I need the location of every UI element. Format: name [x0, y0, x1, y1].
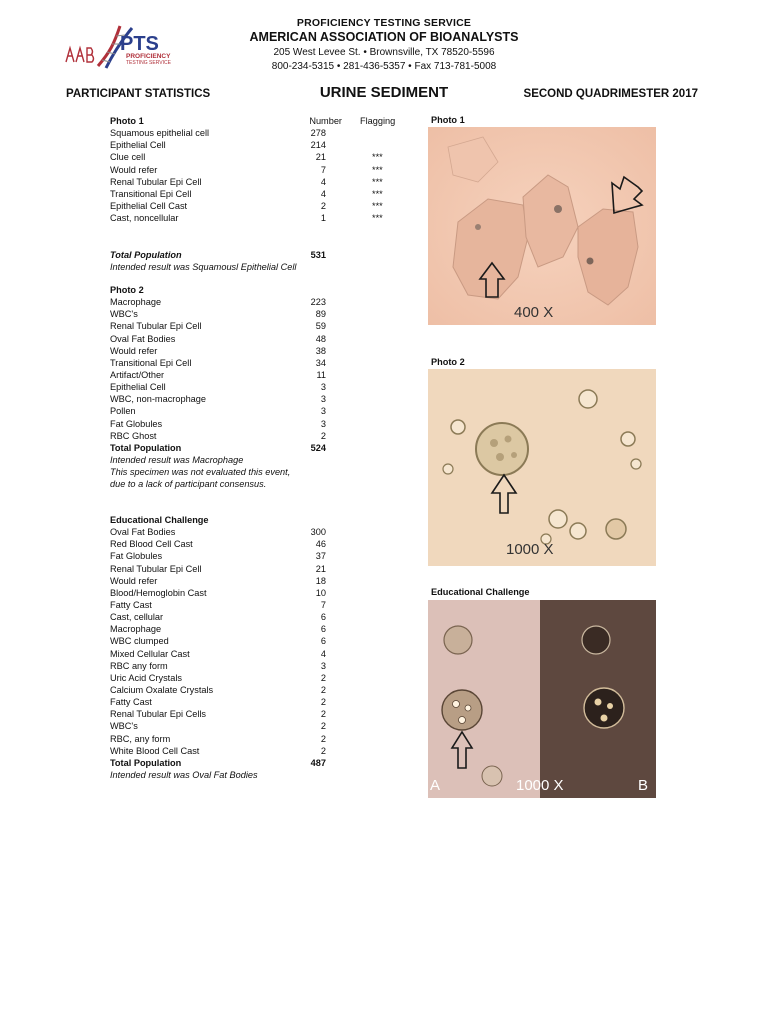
- table-row: [110, 733, 400, 745]
- row-number: 4: [320, 188, 326, 199]
- row-label: Epithelial Cell: [110, 382, 166, 393]
- table-row: [110, 308, 400, 320]
- organization-name: AMERICAN ASSOCIATION OF BIOANALYSTS: [249, 30, 519, 44]
- row-number: 7: [320, 164, 326, 175]
- row-label: WBC's: [110, 309, 138, 320]
- photo1-table: [110, 115, 400, 273]
- logo-sub-text-2: TESTING SERVICE: [126, 60, 171, 66]
- table-row: [110, 575, 400, 587]
- table-row: [110, 369, 400, 381]
- table-row: [110, 296, 400, 308]
- edu-magnification: 1000 X: [516, 777, 564, 794]
- cell-nucleus: [554, 205, 562, 213]
- photo2-rows: [110, 296, 400, 442]
- total-value: 524: [310, 442, 326, 453]
- oval-fat-body: [442, 690, 482, 730]
- row-label: Calcium Oxalate Crystals: [110, 684, 214, 695]
- panel-a-label: A: [430, 777, 441, 794]
- flagging-column-header: Flagging: [360, 116, 396, 126]
- table-row: [110, 381, 400, 393]
- row-label: White Blood Cell Cast: [110, 745, 200, 756]
- table-row: [110, 418, 400, 430]
- table-row: [110, 648, 400, 660]
- row-label: Macrophage: [110, 297, 162, 308]
- photo2-table: [110, 284, 400, 490]
- row-label: RBC, any form: [110, 733, 171, 744]
- row-label: Squamous epithelial cell: [110, 128, 210, 139]
- row-number: 223: [310, 297, 326, 308]
- row-number: 2: [320, 733, 326, 744]
- table-row: [110, 393, 400, 405]
- row-number: 38: [315, 345, 326, 356]
- table-row: [110, 139, 400, 151]
- row-number: 2: [320, 721, 326, 732]
- edu-micrograph: [428, 600, 656, 798]
- photo2-magnification: 1000 X: [506, 541, 554, 558]
- phone-line: 800-234-5315 • 281-436-5357 • Fax 713-781-5008: [271, 61, 497, 72]
- row-label: Fatty Cast: [110, 599, 152, 610]
- row-number: 3: [320, 406, 326, 417]
- row-number: 37: [315, 551, 326, 562]
- row-number: 2: [320, 672, 326, 683]
- row-number: 11: [316, 369, 326, 380]
- table-row: [110, 563, 400, 575]
- row-label: Transitional Epi Cell: [110, 188, 192, 199]
- row-label: Fat Globules: [110, 551, 163, 562]
- total-label: Total Population: [110, 757, 182, 768]
- row-number: 214: [310, 140, 326, 151]
- table-row: [110, 188, 400, 200]
- oval-fat-body-polarized: [584, 688, 624, 728]
- row-label: Cast, cellular: [110, 612, 164, 623]
- row-flag: ***: [372, 164, 383, 175]
- table-row: [110, 672, 400, 684]
- row-number: 48: [315, 333, 326, 344]
- quadrimester-heading: SECOND QUADRIMESTER 2017: [523, 88, 698, 100]
- table-row: [110, 526, 400, 538]
- row-label: Would refer: [110, 575, 158, 586]
- table-row: [110, 538, 400, 550]
- row-number: 2: [320, 430, 326, 441]
- table-row: [110, 684, 400, 696]
- photo2-note-2: This specimen was not evaluated this event,: [110, 467, 291, 478]
- photo2-total-row: [110, 442, 400, 454]
- row-label: Fat Globules: [110, 418, 163, 429]
- edu-total-row: [110, 757, 400, 769]
- row-flag: ***: [372, 176, 383, 187]
- table-row: [110, 745, 400, 757]
- table-row: [110, 345, 400, 357]
- row-label: Blood/Hemoglobin Cast: [110, 587, 207, 598]
- row-label: Would refer: [110, 345, 158, 356]
- table-row: [110, 333, 400, 345]
- row-number: 89: [315, 309, 326, 320]
- photo2-caption: Photo 2: [431, 357, 465, 367]
- edu-caption: Educational Challenge: [431, 587, 530, 597]
- table-row: [110, 164, 400, 176]
- row-number: 21: [315, 563, 326, 574]
- total-value: 531: [310, 249, 326, 260]
- photo1-caption: Photo 1: [431, 115, 465, 125]
- photo1-rows: [110, 127, 400, 224]
- row-label: WBC, non-macrophage: [110, 394, 207, 405]
- total-label: Total Population: [110, 442, 182, 453]
- panel-b-label: B: [638, 777, 649, 794]
- total-label: Total Population: [110, 249, 182, 260]
- photo1-total-row: [110, 249, 400, 261]
- photo1-header-row: [110, 115, 400, 127]
- row-number: 1: [320, 213, 326, 224]
- row-number: 2: [320, 745, 326, 756]
- photo2-label: Photo 2: [110, 285, 144, 295]
- logo-sub-text: PROFICIENCY: [126, 53, 171, 60]
- page-title: URINE SEDIMENT: [319, 84, 449, 101]
- photo1-note: Intended result was Squamousl Epithelial Cell: [110, 261, 297, 272]
- row-number: 2: [320, 684, 326, 695]
- photo2-micrograph: [428, 369, 656, 566]
- table-row: [110, 611, 400, 623]
- edu-table: [110, 514, 400, 781]
- macrophage-cell: [476, 423, 528, 475]
- table-row: [110, 696, 400, 708]
- row-number: 3: [320, 394, 326, 405]
- row-label: Macrophage: [110, 624, 162, 635]
- row-number: 4: [320, 648, 326, 659]
- table-row: [110, 320, 400, 332]
- row-label: Oval Fat Bodies: [110, 527, 176, 538]
- photo1-micrograph: [428, 127, 656, 325]
- row-number: 4: [320, 176, 326, 187]
- table-row: [110, 660, 400, 672]
- row-label: Fatty Cast: [110, 697, 152, 708]
- row-number: 3: [320, 382, 326, 393]
- row-label: WBC's: [110, 721, 138, 732]
- row-label: Oval Fat Bodies: [110, 333, 176, 344]
- table-row: [110, 550, 400, 562]
- row-flag: ***: [372, 213, 383, 224]
- cell-nucleus: [587, 258, 594, 265]
- row-number: 278: [310, 128, 326, 139]
- table-row: [110, 587, 400, 599]
- row-label: Epithelial Cell Cast: [110, 200, 188, 211]
- row-number: 59: [315, 321, 326, 332]
- photo2-header-row: [110, 284, 400, 296]
- table-row: [110, 127, 400, 139]
- row-label: Renal Tubular Epi Cells: [110, 709, 207, 720]
- row-number: 2: [320, 697, 326, 708]
- row-label: Pollen: [110, 406, 136, 417]
- edu-note: Intended result was Oval Fat Bodies: [110, 769, 258, 780]
- row-number: 2: [320, 709, 326, 720]
- row-label: Cast, noncellular: [110, 213, 179, 224]
- table-row: [110, 212, 400, 224]
- row-number: 3: [320, 660, 326, 671]
- row-number: 6: [320, 636, 326, 647]
- table-row: [110, 635, 400, 647]
- table-row: [110, 405, 400, 417]
- row-number: 18: [315, 575, 326, 586]
- row-label: Clue cell: [110, 152, 146, 163]
- edu-header-row: [110, 514, 400, 526]
- address-line: 205 West Levee St. • Brownsville, TX 78520-5596: [273, 47, 495, 58]
- number-column-header: Number: [309, 116, 342, 126]
- row-label: RBC any form: [110, 660, 168, 671]
- logo-pts-text: PTS: [120, 33, 159, 55]
- row-number: 21: [315, 152, 326, 163]
- row-label: Renal Tubular Epi Cell: [110, 176, 202, 187]
- row-number: 34: [315, 357, 326, 368]
- row-label: RBC Ghost: [110, 430, 157, 441]
- row-flag: ***: [372, 200, 383, 211]
- row-number: 7: [320, 599, 326, 610]
- row-flag: ***: [372, 152, 383, 163]
- photo1-label: Photo 1: [110, 116, 144, 126]
- table-row: [110, 176, 400, 188]
- row-label: Mixed Cellular Cast: [110, 648, 190, 659]
- cell-nucleus: [475, 224, 481, 230]
- table-row: [110, 623, 400, 635]
- row-label: Renal Tubular Epi Cell: [110, 321, 202, 332]
- row-label: Artifact/Other: [110, 369, 165, 380]
- row-label: Red Blood Cell Cast: [110, 539, 193, 550]
- row-number: 6: [320, 624, 326, 635]
- table-row: [110, 599, 400, 611]
- row-label: Renal Tubular Epi Cell: [110, 563, 202, 574]
- row-label: Transitional Epi Cell: [110, 357, 192, 368]
- table-row: [110, 357, 400, 369]
- row-label: WBC clumped: [110, 636, 169, 647]
- row-flag: ***: [372, 188, 383, 199]
- participant-statistics-heading: PARTICIPANT STATISTICS: [66, 88, 211, 100]
- edu-rows: [110, 526, 400, 757]
- photo2-note-1: Intended result was Macrophage: [110, 454, 244, 465]
- row-number: 46: [315, 539, 326, 550]
- row-number: 6: [320, 612, 326, 623]
- table-row: [110, 720, 400, 732]
- row-number: 300: [310, 527, 326, 538]
- table-row: [110, 151, 400, 163]
- table-row: [110, 200, 400, 212]
- row-number: 2: [320, 200, 326, 211]
- row-label: Uric Acid Crystals: [110, 672, 182, 683]
- row-number: 3: [320, 418, 326, 429]
- photo1-magnification: 400 X: [514, 304, 554, 321]
- table-row: [110, 430, 400, 442]
- row-label: Epithelial Cell: [110, 140, 166, 151]
- photo2-note-3: due to a lack of participant consensus.: [110, 479, 267, 490]
- row-label: Would refer: [110, 164, 158, 175]
- table-row: [110, 708, 400, 720]
- edu-label: Educational Challenge: [110, 515, 209, 525]
- total-value: 487: [310, 757, 326, 768]
- row-number: 10: [315, 587, 326, 598]
- service-name: PROFICIENCY TESTING SERVICE: [296, 17, 472, 29]
